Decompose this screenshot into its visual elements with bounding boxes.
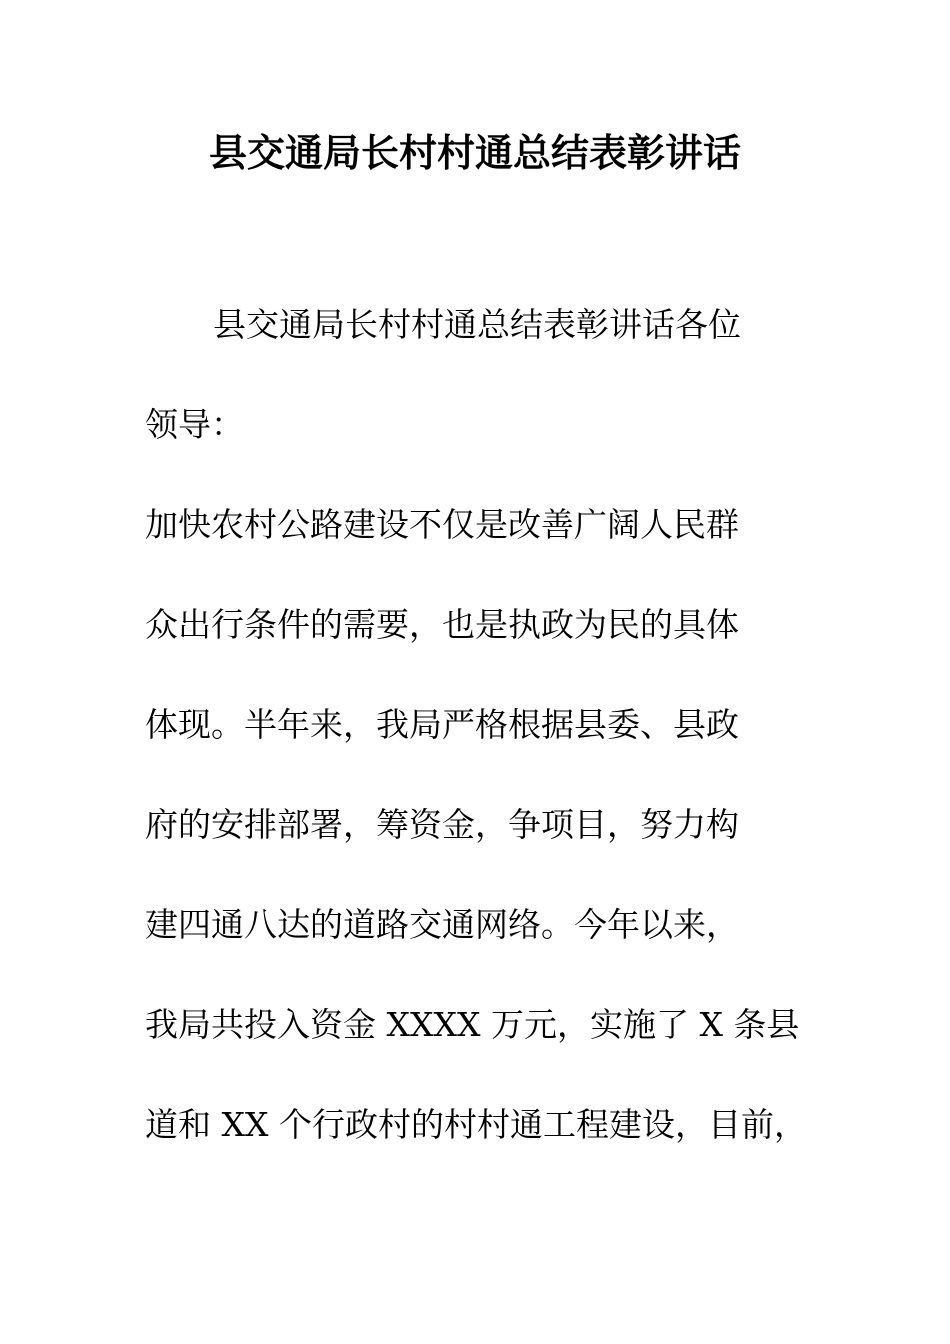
- document-title: 县交通局长村村通总结表彰讲话: [208, 131, 741, 175]
- body-line: 领导：: [145, 405, 244, 444]
- body-line: 众出行条件的需要，也是执政为民的具体: [145, 605, 739, 644]
- body-line: 道和 XX 个行政村的村村通工程建设，目前，: [145, 1105, 807, 1144]
- body-line: 县交通局长村村通总结表彰讲话各位: [213, 305, 741, 344]
- body-line: 建四通八达的道路交通网络。今年以来，: [145, 905, 739, 944]
- body-line: 府的安排部署，筹资金，争项目，努力构: [145, 805, 739, 844]
- body-line: 我局共投入资金 XXXX 万元，实施了 X 条县: [145, 1005, 800, 1044]
- body-line: 加快农村公路建设不仅是改善广阔人民群: [145, 505, 739, 544]
- body-line: 体现。半年来，我局严格根据县委、县政: [145, 705, 739, 744]
